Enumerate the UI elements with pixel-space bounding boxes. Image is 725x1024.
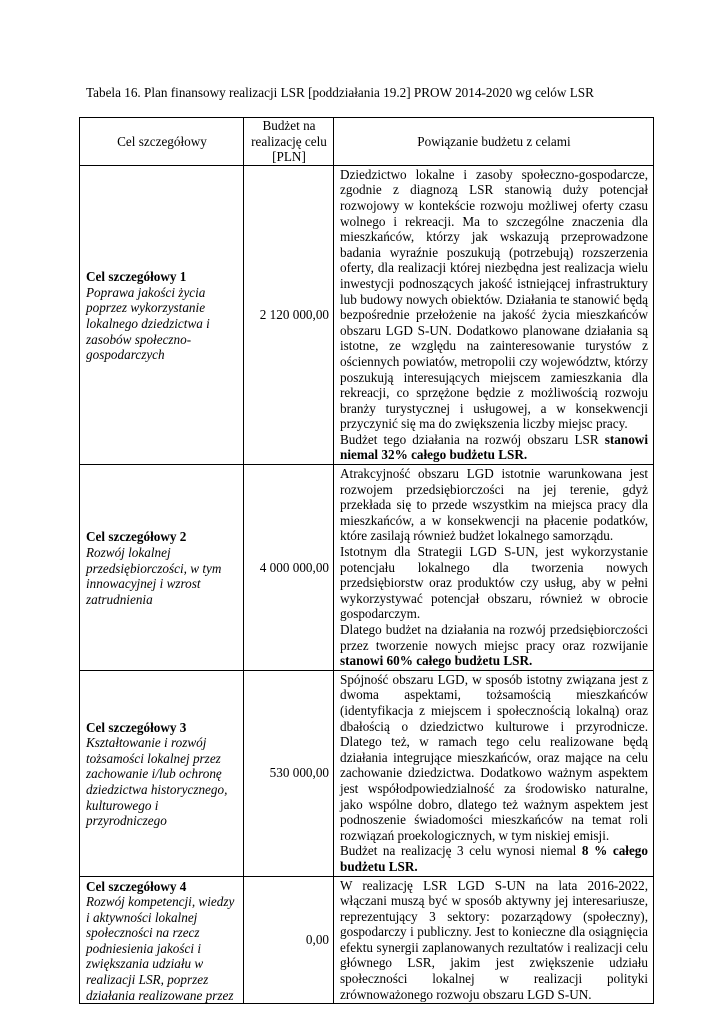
header-budget: Budżet na realizację celu [PLN] — [244, 118, 334, 166]
summary-plain: Dlatego budżet na działania na rozwój przedsiębiorczości przez tworzenie nowych miejsc pracy oraz rozwijanie — [340, 622, 648, 653]
goal-description: Rozwój lokalnej przedsiębiorczości, w tym innowacyjnej i wzrost zatrudnienia — [86, 545, 222, 607]
table-caption: Tabela 16. Plan finansowy realizacji LSR [poddziałania 19.2] PROW 2014-2020 wg celów LSR — [86, 85, 594, 100]
summary-plain: Budżet na realizację 3 celu wynosi niemal — [340, 843, 582, 859]
relation-text: Spójność obszaru LGD, w sposób istotny związana jest z dwoma aspektami, tożsamością mieszkańców (identyfikacja z miejscem i społecznością lokalną) oraz dbałością o dziedzictwo kulturowe i przyrodnicze. Dlatego też, w ramach tego celu realizowane będą działania integrujące mieszkańców, oraz mające na celu zachowanie dziedzictwa. Dodatkowo ważnym aspektem jest współodpowiedzialność za środowisko naturalne, jako wspólne dobro, dlatego też ważnym aspektem jest podnoszenie świadomości mieszkańców na temat roli rozwiązań proekologicznych, w tym niskiej emisji. — [340, 671, 648, 843]
summary-bold: 8 % całego budżetu LSR. — [340, 843, 648, 874]
budget-cell: 530 000,00 — [244, 670, 334, 876]
header-relation: Powiązanie budżetu z celami — [334, 118, 654, 166]
goal-title: Cel szczegółowy 3 — [86, 719, 187, 735]
relation-text: Atrakcyjność obszaru LGD istotnie warunkowana jest rozwojem przedsiębiorczości na jej terenie, gdyż przekłada się to przede wszystkim na miejsca pracy dla mieszkańców, a w konsekwencji na płacenie podatków, które zasilają również budżet lokalnego samorządu. — [340, 466, 648, 544]
summary-bold: stanowi niemal 32% całego budżetu LSR. — [340, 431, 648, 463]
goal-cell — [80, 670, 244, 876]
relation-cell — [334, 465, 654, 671]
table-row — [80, 670, 654, 876]
goal-description: Kształtowanie i rozwój tożsamości lokalnej przez zachowanie i/lub ochronę dziedzictwa historycznego, kulturowego i przyrodniczego — [86, 735, 228, 829]
financial-plan-table — [79, 117, 654, 1004]
goal-cell — [80, 465, 244, 671]
table-row — [80, 465, 654, 671]
goal-cell — [80, 165, 244, 464]
budget-cell: 0,00 — [244, 876, 334, 1004]
relation-summary — [340, 843, 648, 874]
table-row — [80, 876, 654, 1004]
relation-text: Dziedzictwo lokalne i zasoby społeczno-gospodarcze, zgodnie z diagnozą LSR stanowią duży potencjał rozwojowy w kontekście rozwoju możliwej oferty czasu wolnego i rekreacji. Ma to szczególne znaczenia dla mieszkańców, którzy jak wskazują przeprowadzone badania wyraźnie poszukują (potrzebują) rozszerzenia oferty, dla realizacji której niezbędna jest realizacja wielu inwestycji podnoszących jakość istniejącej infrastruktury lub budowy nowych obiektów. Działania te stanowić będą bezpośrednie przełożenie na jakość życia mieszkańców obszaru LGD S-UN. Dodatkowo planowane działania są istotne, ze względu na zainteresowanie turystów z ościennych powiatów, metropolii czy województw, którzy poszukują interesujących miejscem zamieszkania dla rekreacji, co sprzężone będzie z możliwością rozwoju branży turystycznej i usługowej, a w konsekwencji przyczynić się ma do zwiększenia liczby miejsc pracy. — [340, 166, 648, 432]
relation-summary — [340, 432, 648, 463]
relation-cell — [334, 670, 654, 876]
header-goal: Cel szczegółowy — [80, 118, 244, 166]
relation-text-2: Istotnym dla Strategii LGD S-UN, jest wykorzystanie potencjału lokalnego dla tworzenia nowych przedsiębiorstw oraz produktów czy usług, aby w pełni wykorzystywać potencjał obszaru, również w obrocie gospodarczym. — [340, 544, 648, 622]
relation-cell — [334, 876, 654, 1004]
relation-cell — [334, 165, 654, 464]
relation-text: W realizację LSR LGD S-UN na lata 2016-2022, włączani muszą być w sposób aktywny jej interesariusze, reprezentujący 3 sektory: pozarządowy (społeczny), gospodarczy i publiczny. Jest to konieczne dla osiągnięcia efektu synergii zaplanowanych rezultatów i realizacji celu głównego LSR, jakim jest zwiększenie udziału społeczności lokalnej w realizacji polityki zrównoważonego rozwoju obszaru LGD S-UN. — [340, 877, 648, 1002]
budget-cell: 4 000 000,00 — [244, 465, 334, 671]
goal-description: Rozwój kompetencji, wiedzy i aktywności lokalnej społeczności na rzecz podniesienia jakości i zwiększania udziału w realizacji LSR, poprzez działania realizowane przez — [86, 894, 235, 1003]
table-header-row — [80, 118, 654, 166]
goal-title: Cel szczegółowy 1 — [86, 269, 187, 285]
summary-plain: Budżet tego działania na rozwój obszaru LSR — [340, 431, 605, 447]
table-row — [80, 165, 654, 464]
relation-summary — [340, 622, 648, 669]
budget-cell: 2 120 000,00 — [244, 165, 334, 464]
summary-bold: stanowi 60% całego budżetu LSR. — [340, 653, 533, 669]
goal-title: Cel szczegółowy 4 — [86, 878, 187, 894]
goal-title: Cel szczegółowy 2 — [86, 529, 187, 545]
goal-cell — [80, 876, 244, 1004]
goal-description: Poprawa jakości życia poprzez wykorzystanie lokalnego dziedzictwa i zasobów społeczno-gospodarczych — [86, 284, 210, 363]
